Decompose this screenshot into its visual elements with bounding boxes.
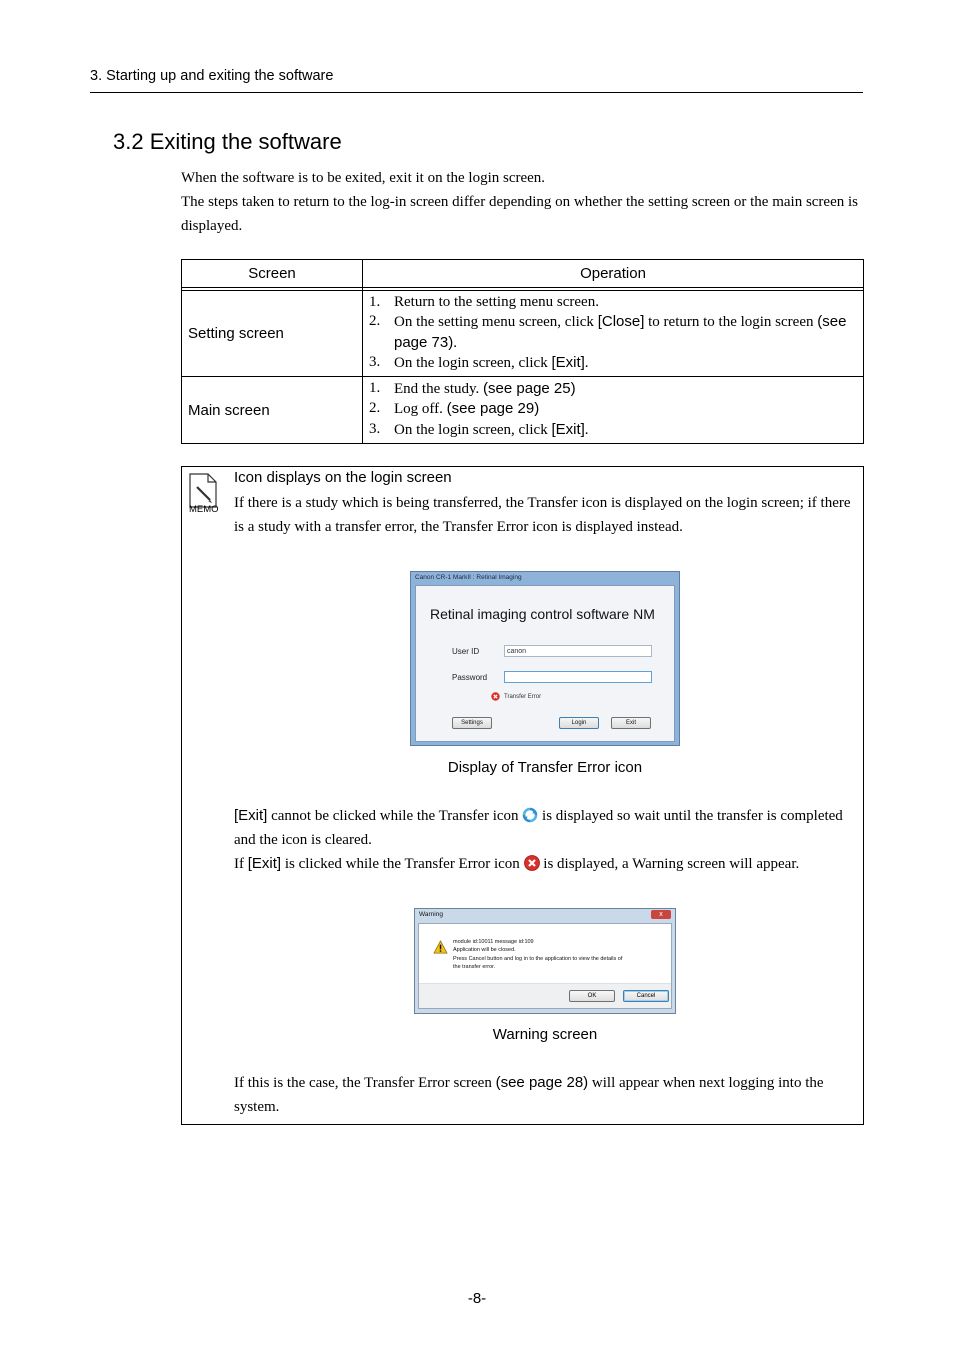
page-number: -8- <box>467 1290 487 1307</box>
warning-message: module id:10011 message id:109 Application will be closed. Press Cancel button and log in to the application to view the details of the transfer error. <box>453 939 623 970</box>
ui-exit-label: [Exit] <box>551 353 585 371</box>
table-row <box>182 291 864 377</box>
memo-body: If there is a study which is being transferred, the Transfer icon is displayed on the login screen; if there is a study with a transfer error, the Transfer Error icon is displayed instead. <box>234 495 851 535</box>
steps-list <box>369 293 857 373</box>
page-reference: (see page 28) <box>495 1074 589 1091</box>
password-field[interactable] <box>504 671 652 683</box>
list-item: 2. On the setting menu screen, click [Close] to return to the login screen (see page 73). <box>369 313 847 351</box>
memo-box <box>181 466 864 1125</box>
login-app-title: Retinal imaging control software NM <box>430 606 655 622</box>
warning-icon <box>433 940 448 954</box>
memo-icon-label: MEMO <box>189 504 219 515</box>
row-operation <box>363 377 864 444</box>
list-item: 3. On the login screen, click [Exit]. <box>369 353 589 371</box>
memo-title: Icon displays on the login screen <box>234 469 452 486</box>
header-operation: Operation <box>363 260 864 288</box>
ui-close-label: [Close] <box>597 313 645 331</box>
ui-exit-label: [Exit] <box>551 420 585 438</box>
caption-warning: Warning screen <box>492 1026 598 1043</box>
user-id-label: User ID <box>452 647 480 656</box>
intro-line-1: When the software is to be exited, exit it on the login screen. <box>181 170 546 186</box>
password-label: Password <box>452 673 488 682</box>
steps-list <box>369 379 857 440</box>
cancel-button[interactable]: Cancel <box>623 990 669 1002</box>
header-screen: Screen <box>182 260 363 288</box>
row-screen-name: Main screen <box>182 377 363 444</box>
ok-button[interactable]: OK <box>569 990 615 1002</box>
section-title: 3.2 Exiting the software <box>113 129 342 154</box>
page-reference: (see page 29) <box>446 400 540 418</box>
login-window-title: Canon CR-1 MarkII : Retinal Imaging <box>415 574 522 581</box>
warning-window-client <box>418 923 672 1009</box>
warning-footer <box>419 983 671 1008</box>
ui-exit-label: [Exit] <box>247 855 282 872</box>
intro-text <box>181 166 863 238</box>
operations-table <box>181 259 864 444</box>
login-button[interactable]: Login <box>559 717 599 729</box>
list-item: 1. Return to the setting menu screen. <box>369 294 599 310</box>
login-screenshot <box>410 571 680 746</box>
running-header: 3. Starting up and exiting the software <box>90 68 863 93</box>
exit-button[interactable]: Exit <box>611 717 651 729</box>
warning-screenshot <box>414 908 676 1014</box>
transfer-icon <box>522 807 538 823</box>
memo-paragraph-final: If this is the case, the Transfer Error screen (see page 28) will appear when next logging into the system. <box>234 1074 824 1115</box>
list-item: 2. Log off. (see page 29) <box>369 400 540 418</box>
list-item: 1. End the study. (see page 25) <box>369 380 576 398</box>
user-id-field[interactable]: canon <box>504 645 652 657</box>
close-icon[interactable]: x <box>651 910 671 919</box>
warning-window-title: Warning <box>419 911 443 918</box>
list-item: 3. On the login screen, click [Exit]. <box>369 420 589 438</box>
transfer-error-icon <box>491 692 500 701</box>
table-header-row <box>182 260 864 288</box>
page-reference: (see page 25) <box>483 380 576 398</box>
settings-button[interactable]: Settings <box>452 717 492 729</box>
transfer-error-label: Transfer Error <box>504 694 542 700</box>
row-operation <box>363 291 864 377</box>
table-row <box>182 377 864 444</box>
ui-exit-label: [Exit] <box>234 807 268 824</box>
intro-line-2: The steps taken to return to the log-in screen differ depending on whether the setting screen or the main screen is displayed. <box>181 194 858 234</box>
transfer-error-icon <box>524 855 540 871</box>
login-window-client <box>415 585 675 742</box>
caption-transfer-error: Display of Transfer Error icon <box>447 759 643 776</box>
page-reference: (see page 73) <box>394 313 847 351</box>
row-screen-name: Setting screen <box>182 291 363 377</box>
memo-paragraph-exit: [Exit] cannot be clicked while the Transfer icon is displayed so wait until the transfer is completed and the icon is cleared. If [Exit] is clicked while the Transfer Error icon is displayed, a Warning screen will appear. <box>234 807 843 872</box>
